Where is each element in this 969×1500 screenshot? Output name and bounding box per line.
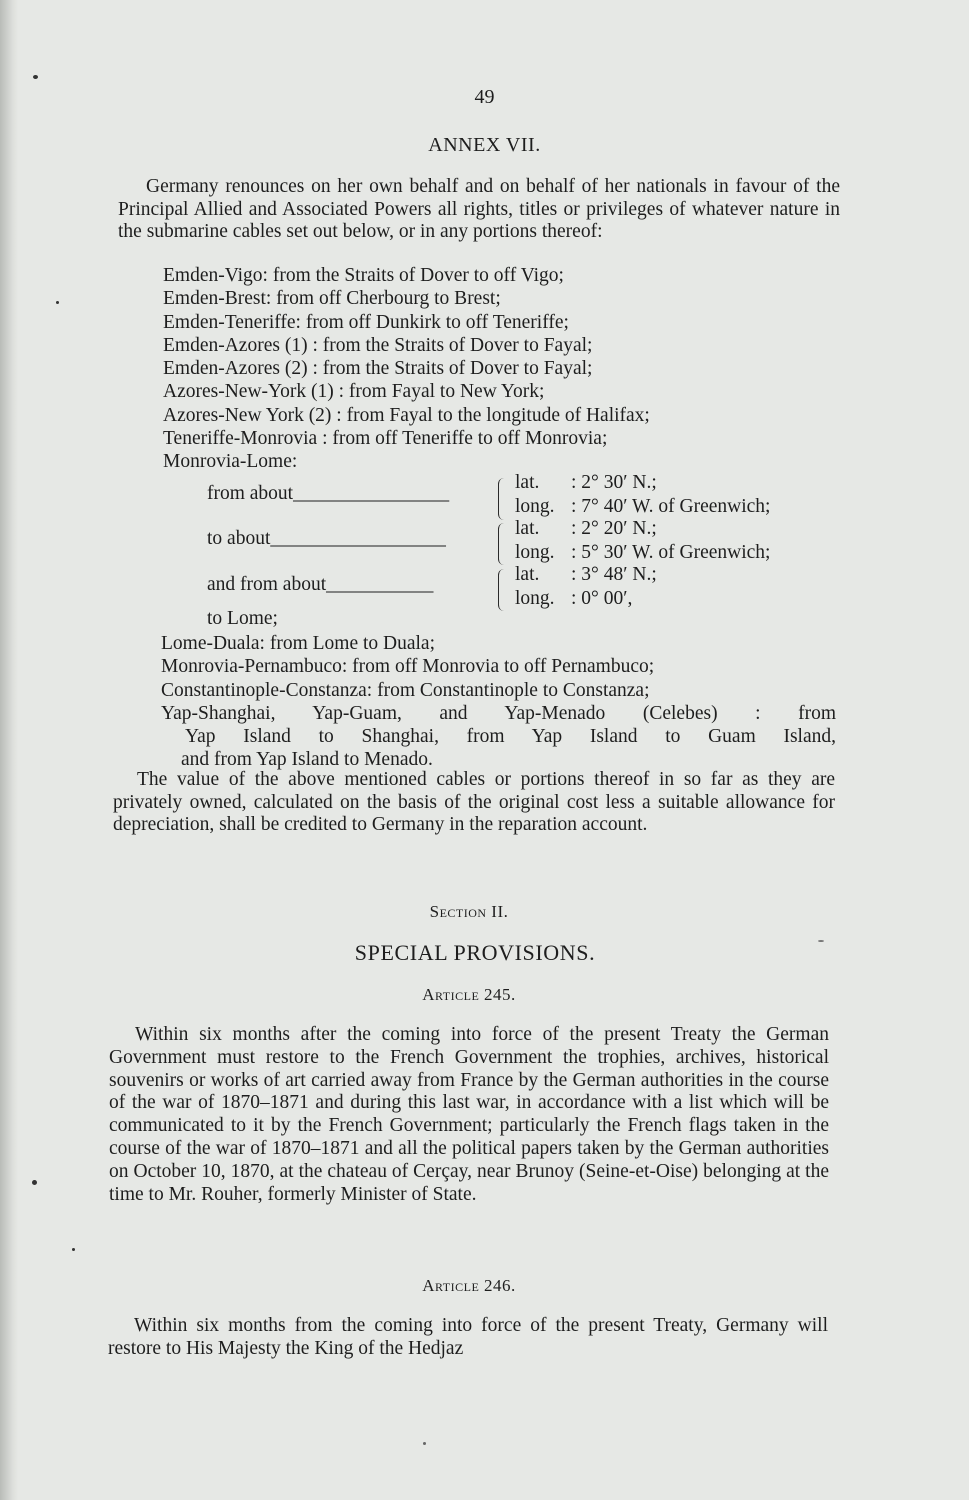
brace-mark [498, 478, 505, 520]
cable-item: Teneriffe-Monrovia : from off Teneriffe to off Monrovia; [163, 428, 608, 450]
coord-long: long. : 5° 30′ W. of Greenwich; [515, 542, 771, 563]
cable-item: Emden-Azores (2) : from the Straits of Dover to Fayal; [163, 358, 593, 380]
cable-item: Monrovia-Pernambuco: from off Monrovia to off Pernambuco; [161, 656, 655, 678]
cable-list-continued [161, 632, 836, 772]
coord-label-from: from about________________ [207, 483, 450, 504]
paper-speck [818, 940, 824, 942]
value-paragraph [113, 769, 835, 837]
cable-item: Lome-Duala: from Lome to Duala; [161, 633, 435, 654]
cable-item: Emden-Azores (1) : from the Straits of Dover to Fayal; [163, 334, 593, 356]
brace-mark [498, 569, 505, 611]
coord-lat: lat. : 3° 48′ N.; [515, 564, 657, 585]
paper-speck [33, 75, 38, 79]
cable-item: Emden-Teneriffe: from off Dunkirk to off Teneriffe; [163, 311, 569, 333]
article-245-heading: Article 245. [422, 985, 516, 1004]
cable-item: Yap-Shanghai, Yap-Guam, and Yap-Menado (Celebes) : from [161, 702, 836, 724]
article-245-text: Within six months after the coming into force of the present Treaty the German Government must restore to the French Government the trophies, archives, historical souvenirs or works of art carried away from France by the German authorities in the course of the war of 1870–1871 and during this last war, in accordance with a list which will be communicated to it by the French Government; particularly the French flags taken in the course of the war of 1870–1871 and all the political papers taken by the German authorities on October 10, 1870, at the chateau of Cerçay, near Brunoy (Seine-et-Oise) belonging at the time to Mr. Rouher, formerly Minister of State. [109, 1024, 829, 1205]
cable-item: Emden-Brest: from off Cherbourg to Brest; [163, 288, 501, 310]
paper-speck [56, 301, 59, 304]
paper-speck [72, 1248, 75, 1251]
page-number: 49 [474, 86, 495, 108]
intro-text: Germany renounces on her own behalf and on behalf of her nationals in favour of the Principal Allied and Associated Powers all rights, titles or privileges of whatever nature in the submarine cables set out below, or in any portions thereof: [118, 176, 840, 243]
coord-long: long. : 7° 40′ W. of Greenwich; [515, 496, 771, 517]
coord-lat: lat. : 2° 30′ N.; [515, 472, 657, 493]
coord-label-and-from: and from about___________ [207, 574, 434, 595]
coord-label-to: to about__________________ [207, 528, 446, 549]
coord-long: long. : 0° 00′, [515, 588, 633, 609]
intro-paragraph [118, 176, 840, 244]
coord-lat: lat. : 2° 20′ N.; [515, 518, 657, 539]
cable-item: Constantinople-Constanza: from Constantinople to Constanza; [161, 679, 650, 701]
to-lome: to Lome; [207, 608, 278, 629]
cable-item: Monrovia-Lome: [163, 451, 298, 473]
paper-speck [423, 1442, 426, 1445]
section-heading: Section II. [429, 902, 509, 921]
article-246-heading: Article 246. [422, 1276, 516, 1295]
article-246-paragraph [108, 1315, 828, 1361]
annex-title: ANNEX VII. [428, 134, 541, 156]
cable-list [163, 264, 650, 474]
cable-item: Azores-New-York (1) : from Fayal to New York; [163, 381, 545, 403]
cable-item: Emden-Vigo: from the Straits of Dover to off Vigo; [163, 265, 564, 286]
brace-mark [498, 523, 505, 565]
value-text: The value of the above mentioned cables or portions thereof in so far as they are privately owned, calculated on the basis of the original cost less a suitable allowance for depreciation, shall be credited to Germany in the reparation account. [113, 769, 835, 836]
cable-item: Azores-New York (2) : from Fayal to the longitude of Halifax; [163, 404, 650, 426]
paper-speck [32, 1180, 37, 1185]
article-246-text: Within six months from the coming into force of the present Treaty, Germany will restore to His Majesty the King of the Hedjaz [108, 1315, 828, 1359]
cable-item: and from Yap Island to Menado. [181, 749, 433, 771]
cable-item: Yap Island to Shanghai, from Yap Island to Guam Island, [185, 726, 836, 748]
article-245-paragraph [109, 1024, 829, 1206]
special-provisions-heading: SPECIAL PROVISIONS. [354, 940, 596, 965]
